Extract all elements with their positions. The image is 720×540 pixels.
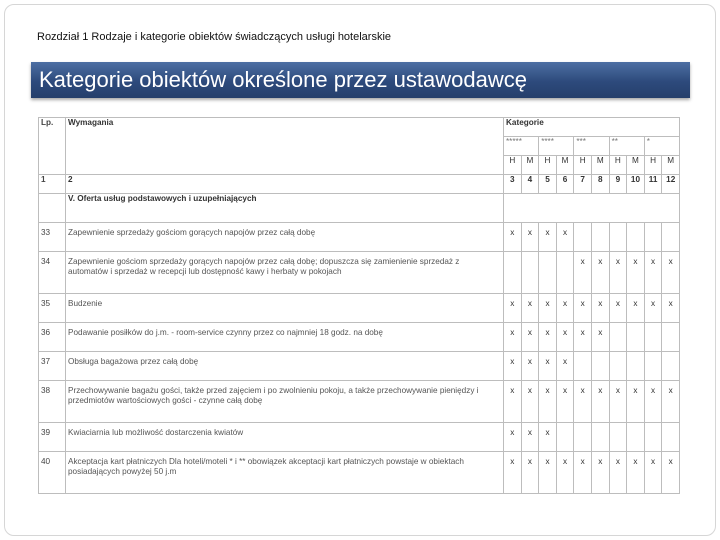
index-row (39, 175, 680, 194)
category-mark: x (609, 294, 627, 323)
category-mark: x (504, 452, 522, 494)
category-mark: x (539, 352, 557, 381)
column-index-cell: 10 (627, 175, 645, 194)
title-banner (31, 62, 690, 98)
category-mark: x (521, 223, 539, 252)
category-mark: x (644, 294, 662, 323)
row-number: 35 (39, 294, 66, 323)
category-mark: x (556, 452, 574, 494)
column-index-cell: 12 (662, 175, 680, 194)
category-mark: x (504, 294, 522, 323)
header-row (39, 118, 680, 137)
category-mark: x (644, 381, 662, 423)
requirement-text: Budzenie (66, 294, 504, 323)
category-mark (662, 323, 680, 352)
category-mark: x (662, 252, 680, 294)
category-mark: x (521, 452, 539, 494)
column-index-cell: 4 (521, 175, 539, 194)
category-mark (574, 223, 592, 252)
object-type-cell: H (504, 156, 522, 175)
category-mark (627, 223, 645, 252)
table-row (39, 323, 680, 352)
table-row (39, 381, 680, 423)
star-category-5: ***** (504, 137, 539, 156)
star-category-1: * (644, 137, 679, 156)
category-mark: x (521, 381, 539, 423)
category-mark (574, 352, 592, 381)
column-index-cell: 7 (574, 175, 592, 194)
star-category-4: **** (539, 137, 574, 156)
category-mark (662, 223, 680, 252)
requirement-text: Akceptacja kart płatniczych Dla hoteli/moteli * i ** obowiązek akceptacji kart płatniczych powstaje w obiektach posiadających powyżej 50 j.m (66, 452, 504, 494)
category-mark: x (609, 381, 627, 423)
row-number: 36 (39, 323, 66, 352)
category-mark: x (591, 323, 609, 352)
header-requirements: Wymagania (66, 118, 504, 175)
category-mark: x (644, 252, 662, 294)
table-row (39, 452, 680, 494)
category-mark (539, 252, 557, 294)
row-number: 34 (39, 252, 66, 294)
category-mark (556, 423, 574, 452)
category-mark: x (539, 223, 557, 252)
star-category-3: *** (574, 137, 609, 156)
category-mark: x (539, 452, 557, 494)
chapter-heading: Rozdział 1 Rodzaje i kategorie obiektów świadczących usługi hotelarskie (37, 31, 392, 43)
category-mark (609, 423, 627, 452)
section-lp-cell (39, 194, 66, 223)
requirement-text: Zapewnienie gościom sprzedaży gorących napojów przez całą dobę; dopuszcza się zamienienie sprzedaż z automatów i sprzedaż w recepcji lub dostępność kawy i herbaty w pokojach (66, 252, 504, 294)
object-type-cell: M (556, 156, 574, 175)
requirement-text: Podawanie posiłków do j.m. - room-service czynny przez co najmniej 18 godz. na dobę (66, 323, 504, 352)
object-type-cell: M (521, 156, 539, 175)
category-mark: x (591, 381, 609, 423)
category-mark: x (504, 223, 522, 252)
object-type-cell: M (591, 156, 609, 175)
category-mark (591, 352, 609, 381)
category-mark: x (591, 294, 609, 323)
object-type-cell: H (609, 156, 627, 175)
category-mark: x (574, 452, 592, 494)
section-row (39, 194, 680, 223)
object-type-cell: M (662, 156, 680, 175)
category-mark (521, 252, 539, 294)
column-index-cell: 8 (591, 175, 609, 194)
requirement-text: Kwiaciarnia lub możliwość dostarczenia kwiatów (66, 423, 504, 452)
category-mark: x (539, 423, 557, 452)
row-number: 37 (39, 352, 66, 381)
column-index-cell: 11 (644, 175, 662, 194)
column-index-cell: 5 (539, 175, 557, 194)
table-row (39, 423, 680, 452)
category-mark (609, 223, 627, 252)
category-mark: x (662, 381, 680, 423)
requirement-text: Zapewnienie sprzedaży gościom gorących napojów przez całą dobę (66, 223, 504, 252)
category-mark: x (627, 294, 645, 323)
requirement-text: Obsługa bagażowa przez całą dobę (66, 352, 504, 381)
category-mark: x (504, 352, 522, 381)
category-mark (662, 423, 680, 452)
category-mark: x (574, 294, 592, 323)
table-row (39, 352, 680, 381)
category-mark: x (556, 223, 574, 252)
category-mark: x (662, 294, 680, 323)
category-mark: x (591, 252, 609, 294)
category-mark: x (627, 452, 645, 494)
section-categories-cell (504, 194, 680, 223)
object-type-cell: M (627, 156, 645, 175)
table-row (39, 294, 680, 323)
requirement-text: Przechowywanie bagażu gości, także przed zajęciem i po zwolnieniu pokoju, a także przechowywanie pieniędzy i przedmiotów wartościowych gości - czynne całą dobę (66, 381, 504, 423)
object-type-cell: H (539, 156, 557, 175)
column-index-cell: 6 (556, 175, 574, 194)
category-mark: x (504, 423, 522, 452)
requirements-table (38, 117, 680, 494)
column-index-cell: 2 (66, 175, 504, 194)
header-lp: Lp. (39, 118, 66, 175)
row-number: 38 (39, 381, 66, 423)
category-mark: x (574, 381, 592, 423)
category-mark: x (556, 294, 574, 323)
row-number: 33 (39, 223, 66, 252)
category-mark: x (591, 452, 609, 494)
category-mark (644, 423, 662, 452)
header-categories: Kategorie (504, 118, 680, 137)
category-mark: x (521, 323, 539, 352)
category-mark: x (644, 452, 662, 494)
category-mark: x (556, 381, 574, 423)
category-mark (644, 352, 662, 381)
category-mark: x (627, 252, 645, 294)
category-mark: x (574, 323, 592, 352)
category-mark (627, 423, 645, 452)
table-row (39, 223, 680, 252)
category-mark (574, 423, 592, 452)
object-type-cell: H (644, 156, 662, 175)
category-mark (591, 423, 609, 452)
row-number: 39 (39, 423, 66, 452)
category-mark: x (521, 423, 539, 452)
category-mark: x (539, 294, 557, 323)
category-mark: x (504, 381, 522, 423)
category-mark: x (574, 252, 592, 294)
star-category-2: ** (609, 137, 644, 156)
category-mark: x (609, 252, 627, 294)
category-mark (644, 223, 662, 252)
category-mark (644, 323, 662, 352)
category-mark: x (539, 323, 557, 352)
section-heading: V. Oferta usług podstawowych i uzupełniających (66, 194, 504, 223)
category-mark: x (627, 381, 645, 423)
category-mark (591, 223, 609, 252)
category-mark: x (662, 452, 680, 494)
category-mark (609, 352, 627, 381)
column-index-cell: 9 (609, 175, 627, 194)
table-row (39, 252, 680, 294)
category-mark (662, 352, 680, 381)
category-mark: x (556, 323, 574, 352)
category-mark (556, 252, 574, 294)
category-mark: x (539, 381, 557, 423)
category-mark: x (609, 452, 627, 494)
category-mark: x (504, 323, 522, 352)
category-mark (504, 252, 522, 294)
column-index-cell: 3 (504, 175, 522, 194)
category-mark: x (521, 294, 539, 323)
column-index-cell: 1 (39, 175, 66, 194)
category-mark: x (556, 352, 574, 381)
category-mark (627, 352, 645, 381)
page-title: Kategorie obiektów określone przez ustawodawcę (39, 67, 527, 92)
category-mark (609, 323, 627, 352)
object-type-cell: H (574, 156, 592, 175)
row-number: 40 (39, 452, 66, 494)
category-mark: x (521, 352, 539, 381)
category-mark (627, 323, 645, 352)
